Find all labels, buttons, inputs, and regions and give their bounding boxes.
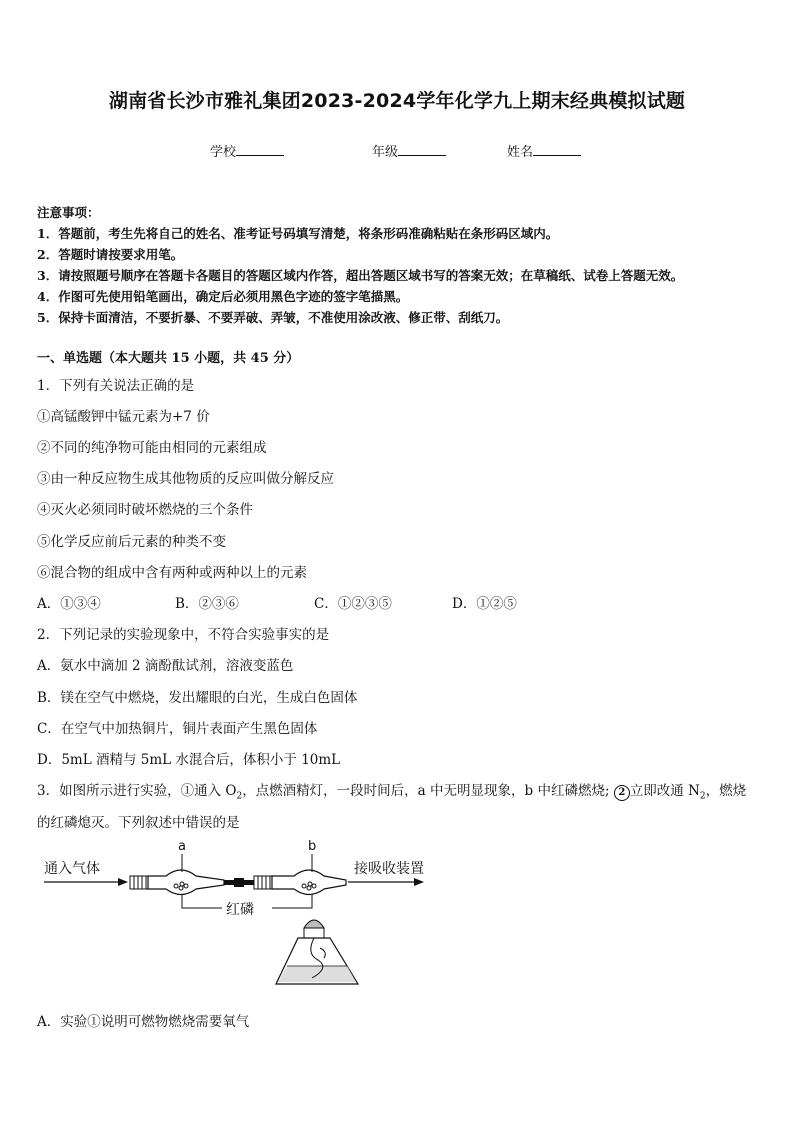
school-label: 学校 [210, 145, 237, 160]
statement-2: ②不同的纯净物可能由相同的元素组成 [37, 440, 267, 456]
left-stopper [130, 876, 148, 889]
red-phosphorus-label: 红磷 [226, 902, 254, 918]
label-a: a [178, 839, 186, 854]
q3-stem-part: ，燃烧 [705, 783, 747, 799]
grade-field [372, 141, 446, 160]
school-field [210, 141, 284, 160]
notice-heading: 注意事项： [37, 205, 100, 220]
subscript: 2 [236, 791, 243, 802]
notice-item: 4．作图可先使用铅笔画出，确定后必须用黑色字迹的签字笔描黑。 [37, 289, 409, 304]
name-blank[interactable] [533, 143, 581, 156]
circled-number: 2 [614, 785, 630, 801]
label-b: b [308, 839, 317, 854]
notice-item: 2．答题时请按要求用笔。 [37, 247, 184, 262]
page-title: 湖南省长沙市雅礼集团2023-2024学年化学九上期末经典模拟试题 [108, 90, 686, 112]
school-blank[interactable] [236, 143, 284, 156]
q1-option-b[interactable]: B．②③⑥ [175, 596, 239, 612]
q1-option-c[interactable]: C．①②③⑤ [314, 596, 392, 612]
statement-3: ③由一种反应物生成其他物质的反应叫做分解反应 [37, 471, 334, 487]
inlet-label: 通入气体 [44, 861, 100, 877]
experiment-figure [36, 836, 456, 996]
q3-stem-part: 立即改通 N [629, 783, 700, 799]
grade-blank[interactable] [398, 143, 446, 156]
statement-5: ⑤化学反应前后元素的种类不变 [37, 534, 226, 550]
notice-item: 3．请按照题号顺序在答题卡各题目的答题区域内作答，超出答题区域书写的答案无效；在草稿纸、试卷上答题无效。 [37, 268, 684, 283]
section-heading: 一、单选题（本大题共 15 小题，共 45 分） [37, 351, 300, 366]
subscript: 2 [699, 791, 706, 802]
statement-4: ④灭火必须同时破坏燃烧的三个条件 [37, 502, 253, 518]
q2-option-c[interactable]: C．在空气中加热铜片，铜片表面产生黑色固体 [37, 721, 318, 737]
question-1-stem: 1．下列有关说法正确的是 [37, 378, 195, 394]
question-3-stem [37, 779, 746, 802]
q2-option-d[interactable]: D．5mL 酒精与 5mL 水混合后，体积小于 10mL [37, 752, 341, 768]
statement-6: ⑥混合物的组成中含有两种或两种以上的元素 [37, 565, 307, 581]
q1-option-a[interactable]: A．①③④ [37, 596, 101, 612]
notice-item: 5．保持卡面清洁，不要折暴、不要弄破、弄皱，不准使用涂改液、修正带、刮纸刀。 [37, 310, 509, 325]
question-3-stem-cont: 的红磷熄灭。下列叙述中错误的是 [37, 815, 240, 831]
outlet-label: 接吸收装置 [354, 861, 424, 877]
alcohol-lamp [276, 920, 358, 984]
statement-1: ①高锰酸钾中锰元素为+7 价 [37, 409, 210, 425]
q2-option-a[interactable]: A．氨水中滴加 2 滴酚酞试剂，溶液变蓝色 [37, 658, 294, 674]
question-2-stem: 2．下列记录的实验现象中，不符合实验事实的是 [37, 627, 330, 643]
right-stopper [254, 876, 272, 889]
notice-item: 1．答题前，考生先将自己的姓名、准考证号码填写清楚，将条形码准确粘贴在条形码区域内。 [37, 226, 559, 241]
q3-option-a[interactable]: A．实验①说明可燃物燃烧需要氧气 [37, 1014, 250, 1030]
q2-option-b[interactable]: B．镁在空气中燃烧，发出耀眼的白光，生成白色固体 [37, 690, 358, 706]
grade-label: 年级 [372, 145, 399, 160]
name-label: 姓名 [507, 145, 534, 160]
q3-stem-part: ，点燃酒精灯，一段时间后，a 中无明显现象，b 中红磷燃烧; [242, 783, 614, 799]
q3-stem-part: 3．如图所示进行实验，①通入 O [37, 783, 237, 799]
q1-option-d[interactable]: D．①②⑤ [452, 596, 517, 612]
name-field [507, 141, 581, 160]
